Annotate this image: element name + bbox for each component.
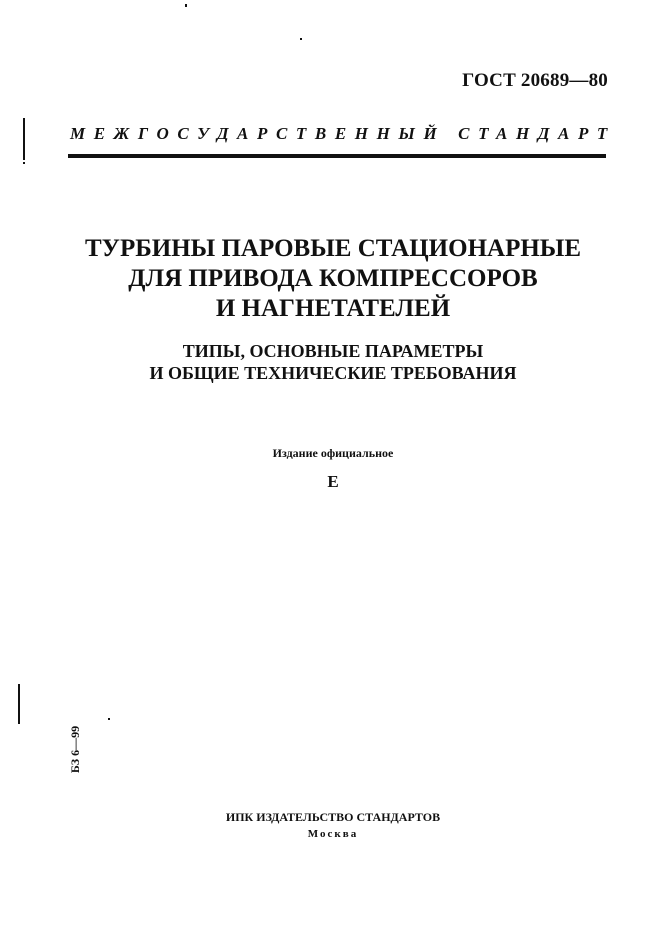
scan-mark-left-bottom: [18, 684, 20, 724]
scan-mark-top-dot: [185, 4, 187, 7]
publisher-city: Москва: [307, 828, 359, 840]
scan-mark-top-dot-2: [300, 38, 302, 40]
publisher: ИПК ИЗДАТЕЛЬСТВО СТАНДАРТОВ: [225, 810, 441, 824]
subtitle-line-2: И ОБЩИЕ ТЕХНИЧЕСКИЕ ТРЕБОВАНИЯ: [149, 363, 517, 383]
scan-mark-left-top: [23, 118, 25, 160]
edition-label: Издание официальное: [272, 446, 394, 460]
side-code: БЗ 6—99: [68, 725, 83, 774]
interstate-standard-label: МЕЖГОСУДАРСТВЕННЫЙ СТАНДАРТ: [70, 124, 616, 143]
scan-mark-left-dot: [108, 718, 110, 720]
header-rule: [68, 154, 606, 158]
document-subtitle: [0, 340, 666, 384]
title-line-1: ТУРБИНЫ ПАРОВЫЕ СТАЦИОНАРНЫЕ: [84, 235, 582, 262]
subtitle-line-1: ТИПЫ, ОСНОВНЫЕ ПАРАМЕТРЫ: [182, 341, 484, 361]
document-code: ГОСТ 20689—80: [462, 70, 608, 91]
scan-mark-left-top-dot: [23, 162, 25, 164]
edition-mark: Е: [327, 472, 339, 491]
document-title: [0, 234, 666, 324]
title-line-2: ДЛЯ ПРИВОДА КОМПРЕССОРОВ: [128, 265, 538, 292]
title-line-3: И НАГНЕТАТЕЛЕЙ: [215, 295, 451, 322]
